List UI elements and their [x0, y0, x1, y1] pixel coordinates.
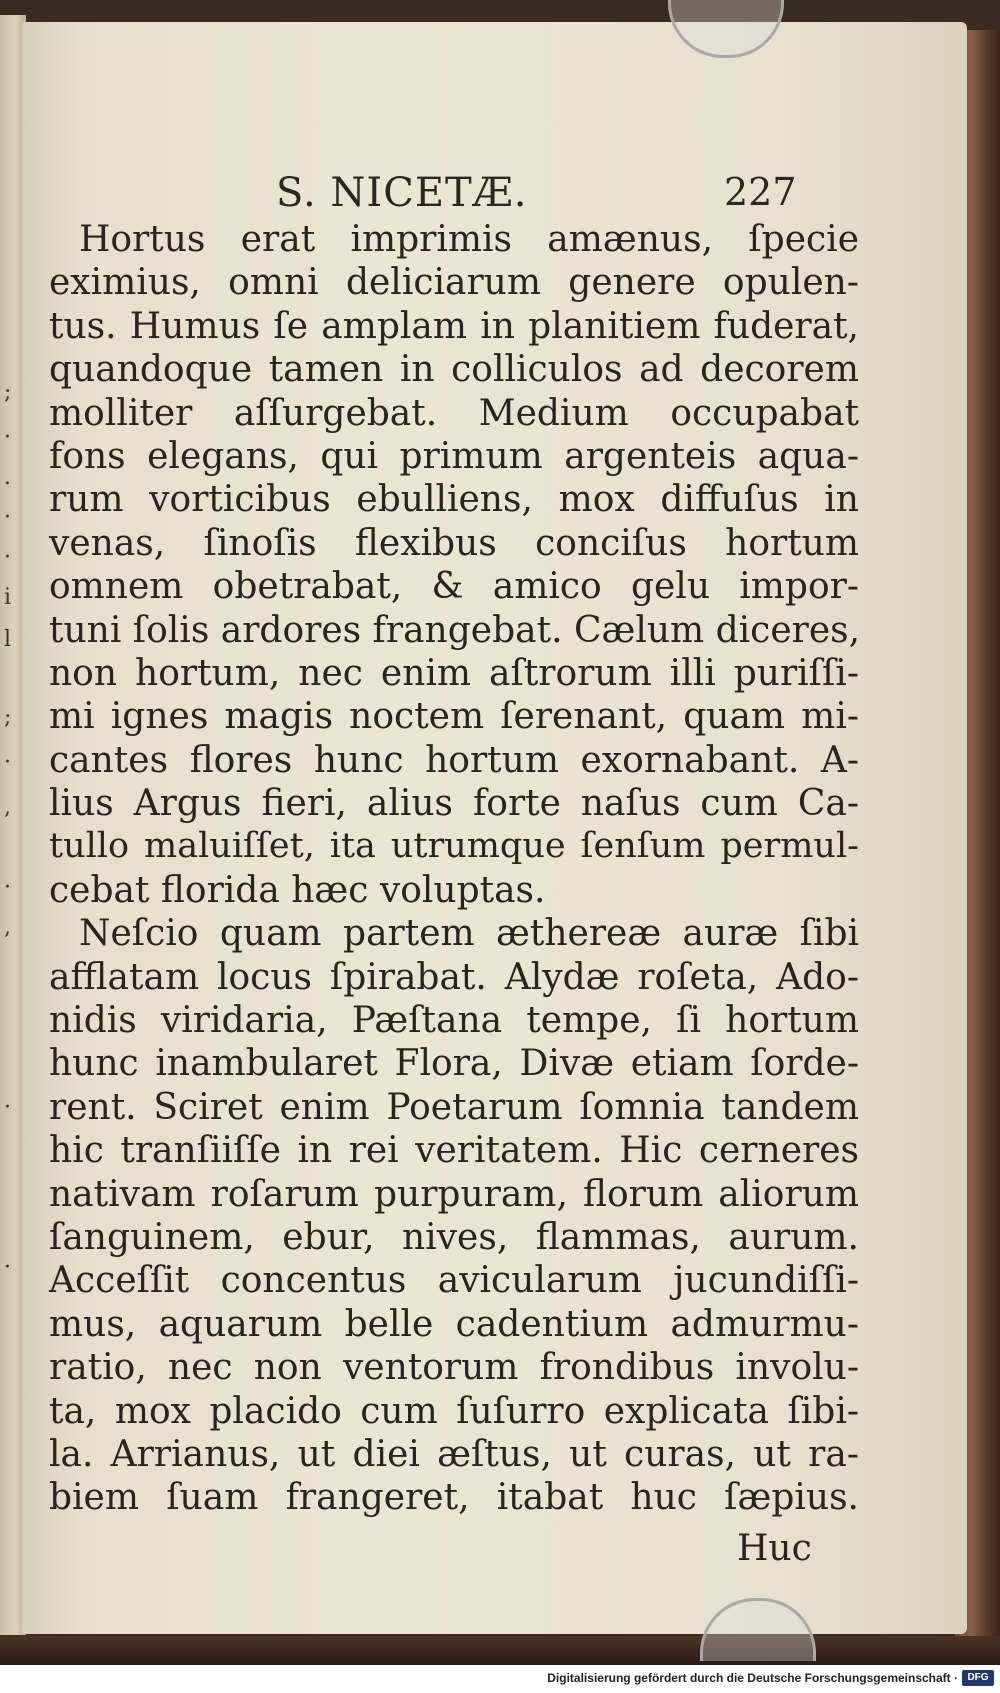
text-line: afflatam locus ſpirabat. Alydæ roſeta, Ado-	[49, 956, 859, 998]
margin-mark: .	[4, 465, 11, 490]
text-line: la. Arrianus, ut diei æſtus, ut curas, ut ra-	[49, 1433, 859, 1475]
text-line: quandoque tamen in colliculos ad decorem	[49, 349, 859, 391]
text-line: mi ignes magis noctem ſerenant, quam mi-	[49, 696, 859, 738]
digitization-footer	[0, 1665, 1000, 1693]
margin-mark: i	[4, 585, 12, 610]
page-header	[22, 162, 967, 222]
text-line: tullo maluiſſet, ita utrumque ſenſum permul-	[49, 826, 859, 867]
text-line: ratio, nec non ventorum frondibus involu-	[49, 1347, 859, 1389]
text-line: Neſcio quam partem æthereæ auræ ſibi	[79, 913, 859, 955]
text-line: lius Argus fieri, alius forte naſus cum Ca-	[49, 783, 859, 825]
margin-mark: ,	[4, 795, 11, 820]
text-line: nidis viridaria, Pæſtana tempe, ſi hortum	[49, 1000, 859, 1042]
page-number: 227	[724, 170, 797, 214]
margin-mark: ·	[4, 750, 11, 775]
text-line: rent. Sciret enim Poetarum ſomnia tandem	[49, 1086, 859, 1128]
margin-mark: ·	[4, 875, 11, 900]
margin-mark: ;	[4, 705, 12, 730]
margin-mark: ,	[4, 915, 11, 940]
text-line: fons elegans, qui primum argenteis aqua-	[49, 435, 859, 477]
margin-mark: l	[4, 627, 12, 652]
margin-mark: ;	[4, 380, 12, 405]
text-line: Hortus erat imprimis amænus, ſpecie	[79, 219, 859, 260]
text-line: mus, aquarum belle cadentium admurmu-	[49, 1303, 859, 1345]
text-line: ta, mox placido cum ſuſurro explicata ſibi-	[49, 1390, 859, 1432]
book-page	[22, 22, 967, 1634]
book-bottom-edge	[0, 1636, 1000, 1665]
text-line: molliter aſſurgebat. Medium occupabat	[49, 392, 859, 434]
running-title: S. NICETÆ.	[276, 170, 528, 216]
catchword: Huc	[737, 1528, 812, 1569]
dfg-logo: DFG	[962, 1670, 994, 1686]
text-line: biem ſuam frangeret, itabat huc ſæpius.	[49, 1477, 859, 1519]
text-line: eximius, omni deliciarum genere opulen-	[49, 262, 859, 304]
text-line: hic tranſiiſſe in rei veritatem. Hic cerneres	[49, 1130, 859, 1172]
text-line: Acceſſit concentus avicularum jucundiſſi-	[49, 1260, 859, 1302]
text-line: omnem obetrabat, & amico gelu impor-	[49, 566, 859, 608]
margin-mark: ·	[4, 1255, 11, 1280]
body-text	[49, 218, 859, 1520]
text-line: cebat florida hæc voluptas.	[49, 869, 546, 911]
text-line: nativam roſarum purpuram, florum aliorum	[49, 1173, 859, 1215]
funding-credit: Digitalisierung gefördert durch die Deutsche Forschungsgemeinschaft ·	[547, 1671, 958, 1685]
margin-mark: ·	[4, 505, 11, 530]
text-line: ſanguinem, ebur, nives, flammas, aurum.	[49, 1216, 859, 1258]
text-line: cantes flores hunc hortum exornabant. A-	[49, 739, 859, 781]
text-line: non hortum, nec enim aſtrorum illi puriſſi-	[49, 652, 859, 694]
text-line: rum vorticibus ebulliens, mox diffuſus in	[49, 479, 859, 521]
text-line: tus. Humus ſe amplam in planitiem fuderat,	[49, 305, 859, 347]
text-line: hunc inambularet Flora, Divæ etiam ſorde-	[49, 1043, 859, 1085]
margin-mark: ·	[4, 1095, 11, 1120]
text-line: tuni ſolis ardores frangebat. Cælum diceres,	[49, 609, 861, 651]
text-line: venas, ſinoſis flexibus conciſus hortum	[49, 522, 859, 564]
margin-mark: ·	[4, 545, 11, 570]
margin-mark: ·	[4, 425, 11, 450]
